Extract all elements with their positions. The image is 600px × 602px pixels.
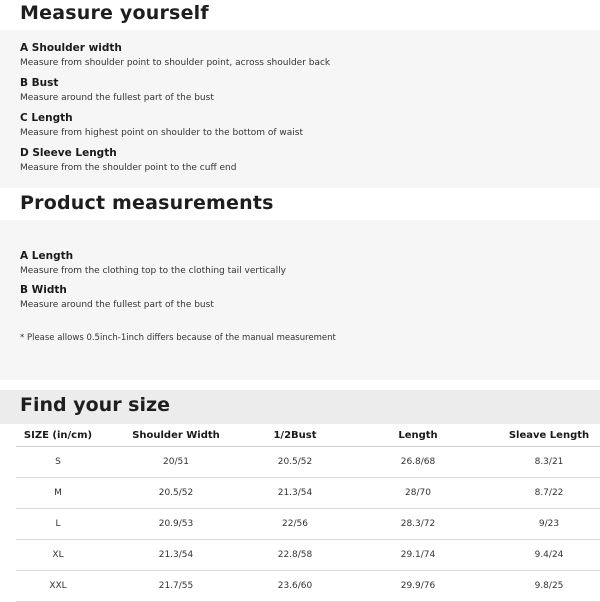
table-row — [16, 447, 600, 478]
shoulder-width-label: A Shoulder width — [20, 42, 122, 54]
table-row — [16, 509, 600, 540]
size-table — [16, 425, 600, 602]
cell-shoulder-width: 20.5/52 — [100, 478, 252, 509]
length-desc: Measure from highest point on shoulder to the bottom of waist — [20, 128, 304, 138]
cell-sleeve-length: 9.8/25 — [498, 571, 600, 602]
cell-length: 29.1/74 — [338, 540, 498, 571]
cell-half-bust: 21.3/54 — [252, 478, 338, 509]
cell-size: M — [16, 478, 100, 509]
cell-shoulder-width: 20.9/53 — [100, 509, 252, 540]
header-shoulder-width: Shoulder Width — [100, 425, 252, 447]
measurement-note: * Please allows 0.5inch-1inch differs because of the manual measurement — [20, 333, 336, 343]
product-width-label: B Width — [20, 284, 67, 296]
cell-shoulder-width: 21.7/55 — [100, 571, 252, 602]
cell-half-bust: 22/56 — [252, 509, 338, 540]
header-length: Length — [338, 425, 498, 447]
cell-shoulder-width: 21.3/54 — [100, 540, 252, 571]
measure-yourself-title: Measure yourself — [20, 2, 209, 24]
bust-label: B Bust — [20, 77, 59, 89]
measure-yourself-panel — [0, 30, 600, 188]
find-your-size-title: Find your size — [20, 394, 170, 416]
size-table-header — [16, 425, 600, 447]
cell-length: 29.9/76 — [338, 571, 498, 602]
cell-sleeve-length: 9.4/24 — [498, 540, 600, 571]
find-your-size-band — [0, 390, 600, 424]
cell-half-bust: 23.6/60 — [252, 571, 338, 602]
table-row — [16, 540, 600, 571]
cell-sleeve-length: 8.7/22 — [498, 478, 600, 509]
cell-size: XXL — [16, 571, 100, 602]
shoulder-width-desc: Measure from shoulder point to shoulder point, across shoulder back — [20, 58, 331, 68]
sleeve-length-desc: Measure from the shoulder point to the cuff end — [20, 163, 237, 173]
product-length-desc: Measure from the clothing top to the clothing tail vertically — [20, 266, 286, 276]
product-measurements-title: Product measurements — [20, 192, 274, 214]
product-measurements-panel — [0, 220, 600, 380]
bust-desc: Measure around the fullest part of the bust — [20, 93, 214, 103]
table-row — [16, 571, 600, 602]
table-row — [16, 478, 600, 509]
cell-sleeve-length: 8.3/21 — [498, 447, 600, 478]
length-label: C Length — [20, 112, 73, 124]
product-width-desc: Measure around the fullest part of the bust — [20, 300, 214, 310]
product-length-label: A Length — [20, 250, 74, 262]
cell-length: 28.3/72 — [338, 509, 498, 540]
cell-sleeve-length: 9/23 — [498, 509, 600, 540]
cell-size: XL — [16, 540, 100, 571]
cell-shoulder-width: 20/51 — [100, 447, 252, 478]
cell-size: S — [16, 447, 100, 478]
cell-half-bust: 22.8/58 — [252, 540, 338, 571]
header-size: SIZE (in/cm) — [16, 425, 100, 447]
cell-length: 28/70 — [338, 478, 498, 509]
sleeve-length-label: D Sleeve Length — [20, 147, 117, 159]
cell-half-bust: 20.5/52 — [252, 447, 338, 478]
cell-size: L — [16, 509, 100, 540]
header-sleeve-length: Sleave Length — [498, 425, 600, 447]
header-half-bust: 1/2Bust — [252, 425, 338, 447]
cell-length: 26.8/68 — [338, 447, 498, 478]
